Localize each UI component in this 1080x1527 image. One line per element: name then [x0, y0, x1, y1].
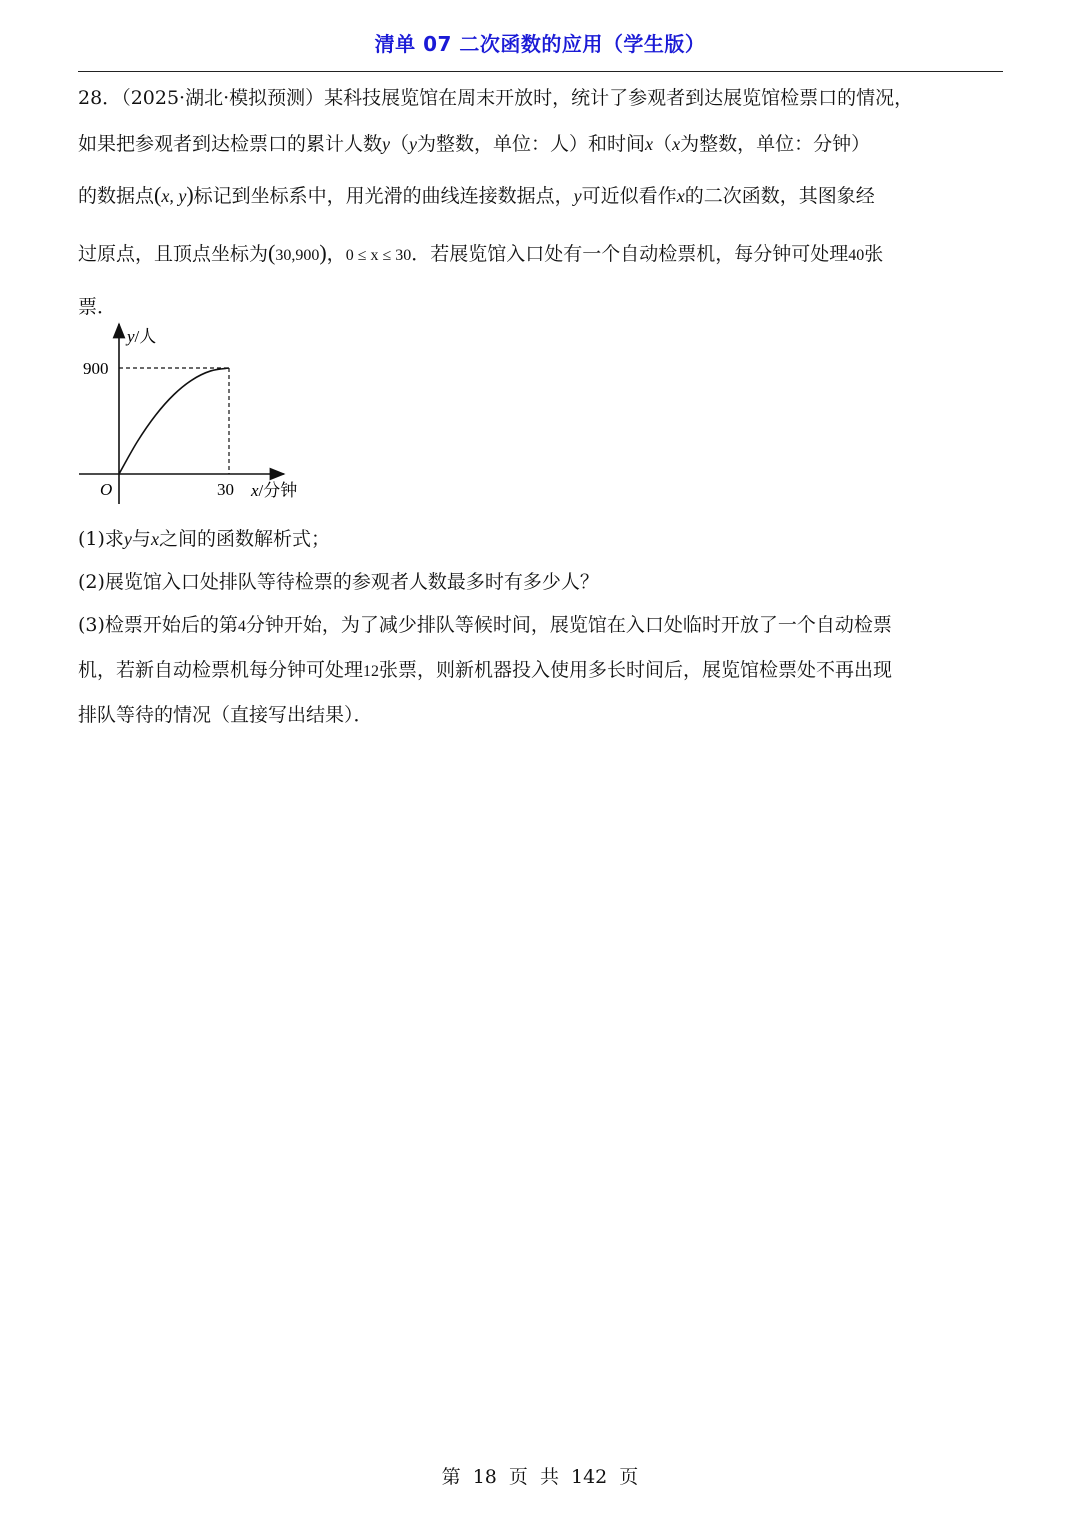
- paren-close: ): [186, 183, 194, 207]
- header-divider: [78, 71, 1003, 72]
- function-graph-figure: [78, 318, 318, 514]
- vertex-coords: 30,900: [275, 247, 320, 264]
- var-y: y: [123, 529, 132, 549]
- x-axis-label-var: x: [251, 481, 259, 500]
- problem-text-2b: （: [390, 133, 410, 155]
- problem-text-4b: ，: [326, 243, 346, 265]
- question-3-text-a: (3)检票开始后的第: [78, 614, 238, 636]
- domain-range: 0 ≤ x ≤ 30: [345, 247, 412, 264]
- origin-label: O: [100, 480, 113, 499]
- question-3-line-2: [78, 658, 1003, 684]
- var-x: x: [645, 134, 654, 154]
- point-xy: x, y: [161, 186, 187, 206]
- problem-text-3b: 标记到坐标系中，用光滑的曲线连接数据点，: [193, 185, 574, 207]
- question-3-text-d: 张票，则新机器投入使用多长时间后，展览馆检票处不再出现: [379, 659, 893, 681]
- problem-text-4c: ．若展览馆入口处有一个自动检票机，每分钟可处理: [411, 243, 849, 265]
- parabola-curve: [119, 368, 229, 474]
- var-y: y: [409, 134, 418, 154]
- problem-line-5: [78, 295, 1003, 319]
- problem-statement: [78, 82, 1003, 319]
- question-3-rate: 12: [363, 663, 380, 680]
- problem-line-1: [78, 86, 1003, 110]
- var-x: x: [676, 186, 685, 206]
- question-3-line-1: [78, 613, 1003, 639]
- problem-text-3d: 的二次函数，其图象经: [684, 185, 875, 207]
- y-tick-label: 900: [83, 359, 109, 378]
- var-x: x: [672, 134, 681, 154]
- x-axis-label: [250, 481, 297, 500]
- question-3-text-b: 分钟开始，为了减少排队等候时间，展览馆在入口处临时开放了一个自动检票: [245, 614, 892, 636]
- question-1-text-b: 与: [131, 528, 151, 550]
- var-x: x: [150, 529, 159, 549]
- question-2: (2)展览馆入口处排队等待检票的参观者人数最多时有多少人？: [78, 571, 599, 593]
- page-header-title: 清单 07 二次函数的应用（学生版）: [374, 32, 706, 56]
- problem-text-2a: 如果把参观者到达检票口的累计人数: [78, 133, 383, 155]
- var-y: y: [573, 186, 582, 206]
- function-graph: [78, 318, 318, 514]
- x-tick-label: 30: [217, 480, 234, 499]
- page-number: 第 18 页 共 142 页: [441, 1466, 639, 1488]
- question-1: [78, 527, 1003, 551]
- problem-text-2e: 为整数，单位：分钟）: [680, 133, 871, 155]
- problem-line-2: [78, 132, 1003, 156]
- paren-open: (: [268, 241, 276, 265]
- question-3-text-c: 机，若新自动检票机每分钟可处理: [78, 659, 364, 681]
- x-axis-label-unit: /分钟: [258, 481, 298, 500]
- question-1-text-a: (1)求: [78, 528, 124, 550]
- problem-line-4: [78, 241, 1003, 268]
- problem-text-4a: 过原点，且顶点坐标为: [78, 243, 269, 265]
- rate-number: 40: [848, 247, 865, 264]
- problem-source: （2025·湖北·模拟预测）: [121, 87, 325, 109]
- y-axis-label-unit: /人: [134, 327, 157, 346]
- question-3-minute: 4: [237, 618, 246, 635]
- problem-text-4d: 张: [864, 243, 884, 265]
- var-y: y: [382, 134, 391, 154]
- question-1-text-c: 之间的函数解析式；: [158, 528, 330, 550]
- problem-text-5: 票．: [78, 296, 117, 318]
- y-axis-label-var: y: [127, 327, 135, 346]
- problem-line-3: [78, 183, 1003, 208]
- problem-number: 28．: [78, 87, 122, 109]
- problem-text-3a: 的数据点: [78, 185, 155, 207]
- paren-open: (: [154, 183, 162, 207]
- problem-text-2d: （: [653, 133, 673, 155]
- problem-text-3c: 可近似看作: [581, 185, 677, 207]
- question-3-line-3: 排队等待的情况（直接写出结果）．: [78, 704, 373, 726]
- paren-close: ): [319, 241, 327, 265]
- problem-text-2c: 为整数，单位：人）和时间: [417, 133, 646, 155]
- question-list: [78, 520, 1003, 727]
- y-axis-label: [125, 327, 156, 346]
- problem-text-1: 某科技展览馆在周末开放时，统计了参观者到达展览馆检票口的情况，: [324, 87, 914, 109]
